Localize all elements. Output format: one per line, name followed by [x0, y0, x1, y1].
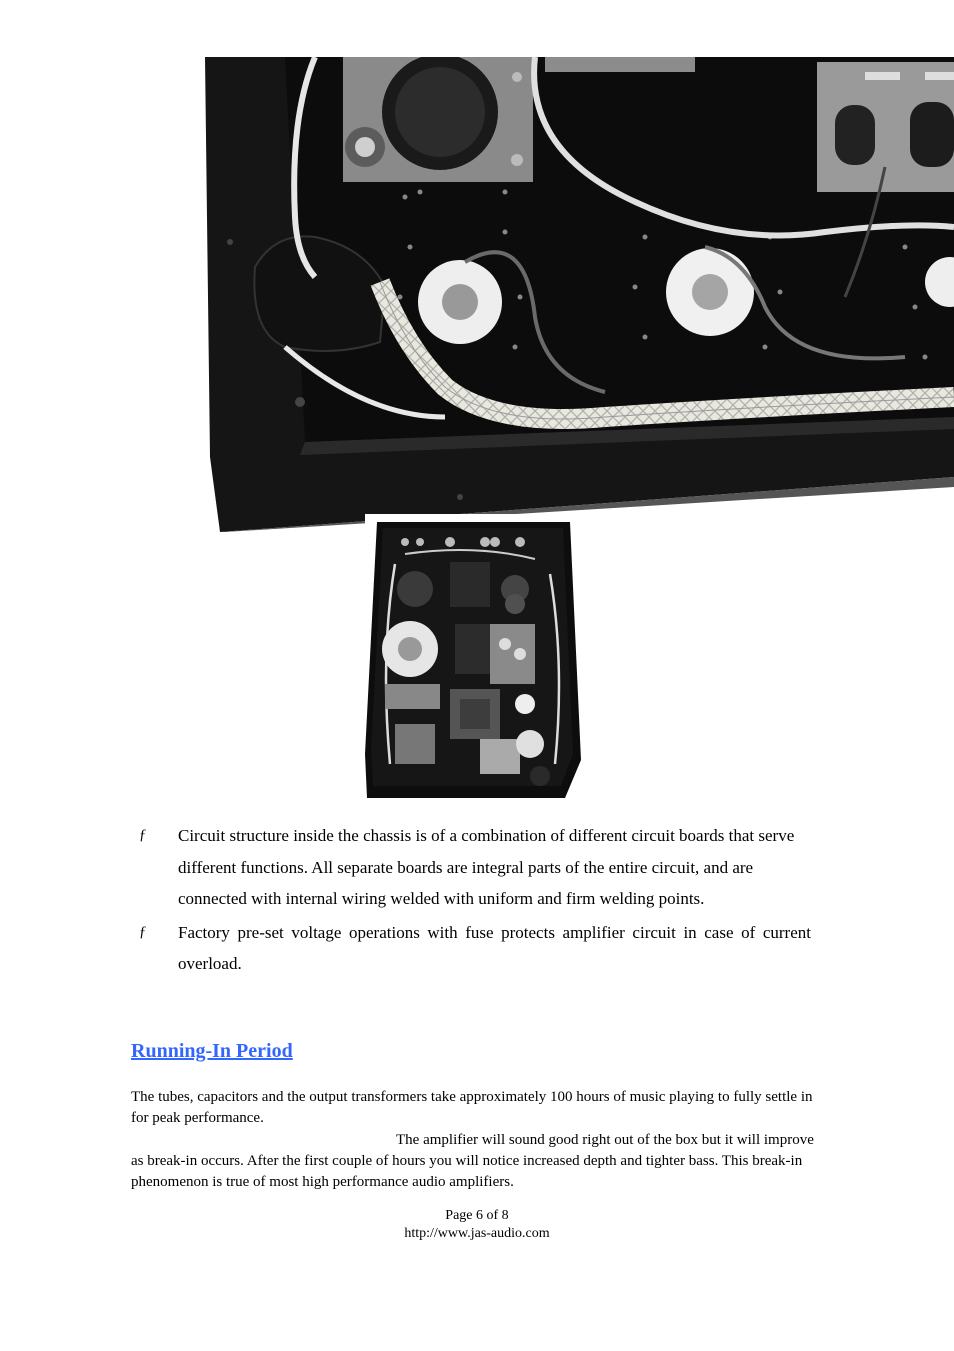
bullet-marker: ƒ: [139, 923, 147, 940]
page-number: Page 6 of 8: [445, 1208, 509, 1223]
footer-url: http://www.jas-audio.com: [404, 1226, 550, 1241]
bullet-marker: ƒ: [139, 827, 147, 843]
paragraph-2-text: The amplifier will sound good right out of the box but it will improve as break-in occurs. After the first couple of hours you will notice increased depth and tighter bass. This break-in phenomenon is true of most high performance audio amplifiers.: [131, 1132, 814, 1190]
bullet-item-circuit-structure: [131, 820, 811, 915]
chassis-full-photo: [365, 514, 581, 800]
bullet-text: Circuit structure inside the chassis is of a combination of different circuit boards that serve different functions. All separate boards are integral parts of the entire circuit, and are connected with internal wiring welded with uniform and firm welding points.: [178, 826, 795, 908]
bullet-text: Factory pre-set voltage operations with fuse protects amplifier circuit in case of current overload.: [178, 922, 811, 973]
running-in-period-heading-link[interactable]: Running-In Period: [131, 1040, 293, 1062]
running-in-paragraph-1: The tubes, capacitors and the output transformers take approximately 100 hours of music playing to fully settle in for peak performance.: [131, 1089, 813, 1126]
chassis-closeup-photo: [205, 57, 954, 532]
running-in-paragraph-2: [131, 1130, 821, 1193]
bullet-item-voltage-fuse: [131, 917, 811, 980]
feature-bullet-list: [131, 820, 811, 982]
